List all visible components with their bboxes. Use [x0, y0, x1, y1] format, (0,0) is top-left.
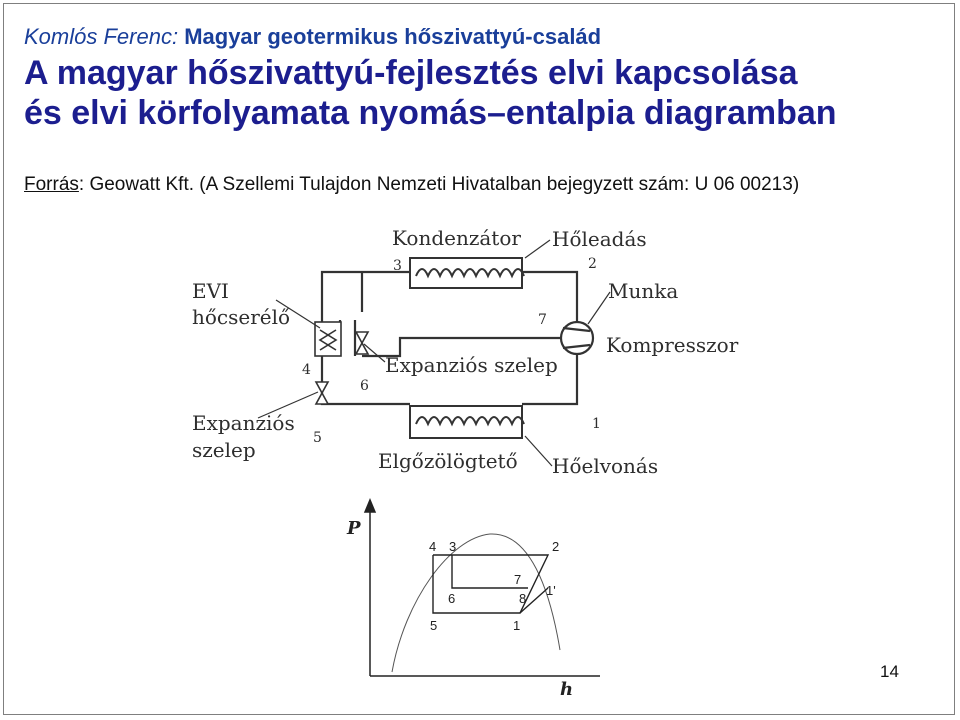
label-evi: EVI	[192, 279, 229, 303]
source-text: : Geowatt Kft. (A Szellemi Tulajdon Nemzeti Hivatalban bejegyzett szám: U 06 00213)	[78, 174, 800, 195]
ph-point-1: 1	[513, 618, 521, 633]
label-holeadas: Hőleadás	[552, 227, 647, 251]
state-number-7: 7	[538, 312, 547, 328]
state-number-2: 2	[588, 256, 597, 272]
label-expanzios-szelep: Expanziós szelep	[385, 353, 558, 377]
ph-point-7: 7	[514, 572, 522, 587]
ph-point-8: 8	[519, 591, 527, 606]
ph-point-1prime: 1'	[546, 583, 556, 598]
label-kondenzator: Kondenzátor	[392, 226, 521, 250]
state-number-5: 5	[313, 430, 322, 446]
title-line-1: A magyar hőszivattyú-fejlesztés elvi kapcsolása	[24, 54, 798, 92]
page-number: 14	[880, 662, 899, 681]
label-elgozologteto: Elgőzölögtető	[378, 449, 518, 473]
label-hocserelo: hőcserélő	[192, 305, 291, 329]
ph-y-axis-arrow	[365, 500, 375, 512]
state-number-4: 4	[302, 362, 311, 378]
state-number-3: 3	[393, 258, 402, 274]
ph-point-3: 3	[449, 539, 457, 554]
label-kompresszor: Kompresszor	[606, 333, 739, 357]
ph-point-2: 2	[552, 539, 560, 554]
state-number-1: 1	[592, 416, 601, 432]
ph-point-5: 5	[430, 618, 438, 633]
header-series: Magyar geotermikus hőszivattyú-család	[184, 24, 602, 49]
ph-x-axis-label: h	[560, 679, 574, 700]
ph-point-4: 4	[429, 539, 437, 554]
label-expanzios-line1: Expanziós	[192, 411, 295, 435]
label-hoelvonas: Hőelvonás	[552, 454, 659, 478]
state-number-6: 6	[360, 378, 369, 394]
source-label: Forrás	[24, 174, 79, 195]
ph-point-6: 6	[448, 591, 456, 606]
ph-y-axis-label: P	[347, 518, 361, 539]
label-expanzios-line2: szelep	[192, 438, 256, 462]
title-line-2: és elvi körfolyamata nyomás–entalpia diagramban	[24, 94, 837, 132]
header-author: Komlós Ferenc:	[24, 24, 179, 49]
label-munka: Munka	[608, 279, 679, 303]
